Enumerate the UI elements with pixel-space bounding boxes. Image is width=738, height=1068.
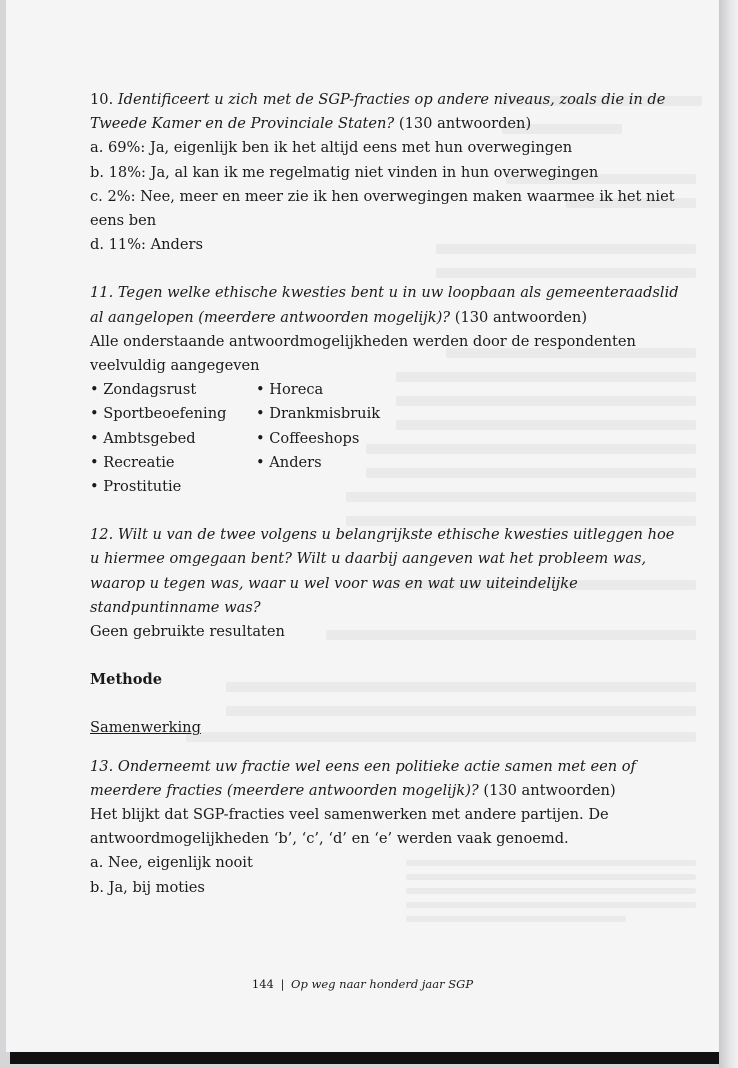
list-item: • Recreatie: [90, 451, 256, 475]
list-item: • Anders: [256, 451, 456, 475]
question-13: [90, 755, 680, 900]
list-item: • Coffeeshops: [256, 427, 456, 451]
question-10-count: (130 antwoorden): [398, 115, 532, 133]
question-11-number: 11.: [90, 284, 114, 302]
question-12: [90, 523, 680, 644]
page-footer: [6, 977, 719, 991]
question-13-count: (130 antwoorden): [483, 781, 616, 799]
list-item: • Prostitutie: [90, 475, 256, 499]
bleed-through: [406, 902, 696, 908]
question-12-number: 12.: [90, 526, 114, 544]
bleed-through: [406, 916, 626, 922]
list-item: • Sportbeoefening: [90, 402, 256, 426]
answer-item: a. 69%: Ja, eigenlijk ben ik het altijd eens met hun overwegingen: [90, 139, 573, 157]
book-title: Op weg naar honderd jaar SGP: [291, 977, 474, 991]
question-12-prompt: Wilt u van de twee volgens u belangrijkste ethische kwesties uitleggen hoe u hiermee omgegaan bent? Wilt u daarbij aangeven wat het probleem was, waarop u tegen was, waar u wel voor was en wat uw uiteindelijke standpuntinname was?: [90, 526, 675, 616]
answer-item: c. 2%: Nee, meer en meer zie ik hen overwegingen maken waarmee ik het niet eens ben: [90, 187, 675, 230]
question-10-number: 10.: [90, 91, 114, 108]
issues-list: [90, 378, 680, 499]
answer-item: a. Nee, eigenlijk nooit: [90, 854, 253, 872]
answer-item: b. 18%: Ja, al kan ik me regelmatig niet vinden in hun overwegingen: [90, 163, 599, 181]
section-heading: Methode: [90, 671, 163, 689]
footer-separator: |: [280, 977, 285, 991]
list-item: • Ambtsgebed: [90, 427, 256, 451]
question-10-prompt: Identificeert u zich met de SGP-fracties op andere niveaus, zoals die in de Tweede Kamer en de Provinciale Staten?: [90, 91, 666, 133]
list-item: • Horeca: [256, 378, 456, 402]
page-edge: [719, 0, 738, 1068]
question-10-text: [90, 88, 680, 136]
question-13-prompt: Onderneemt uw fractie wel eens een politieke actie samen met een of meerdere fracties (meerdere antwoorden mogelijk)?: [90, 757, 636, 799]
question-10: [90, 88, 680, 257]
question-12-result: Geen gebruikte resultaten: [90, 623, 285, 641]
answer-item: b. Ja, bij moties: [90, 878, 205, 896]
question-11-count: (130 antwoorden): [454, 308, 588, 326]
answer-item: d. 11%: Anders: [90, 236, 203, 254]
question-13-intro: Het blijkt dat SGP-fracties veel samenwerken met andere partijen. De antwoordmogelijkheden ‘b’, ‘c’, ‘d’ en ‘e’ werden vaak genoemd.: [90, 806, 609, 848]
question-11: [90, 281, 680, 499]
list-item: • Zondagsrust: [90, 378, 256, 402]
document-page: [6, 0, 719, 1052]
scan-bottom-border: [10, 1052, 719, 1064]
list-item: • Drankmisbruik: [256, 402, 456, 426]
question-11-intro: Alle onderstaande antwoordmogelijkheden werden door de respondenten veelvuldig aangegeven: [90, 332, 636, 375]
page-number: 144: [251, 977, 274, 991]
question-11-text: [90, 281, 680, 329]
page-content: [90, 88, 680, 900]
section-subheading: Samenwerking: [90, 719, 201, 737]
question-11-prompt: Tegen welke ethische kwesties bent u in uw loopbaan als gemeenteraadslid al aangelopen (meerdere antwoorden mogelijk)?: [90, 284, 679, 326]
question-12-text: [90, 523, 680, 620]
question-13-text: [90, 755, 680, 803]
question-13-number: 13.: [90, 757, 114, 775]
